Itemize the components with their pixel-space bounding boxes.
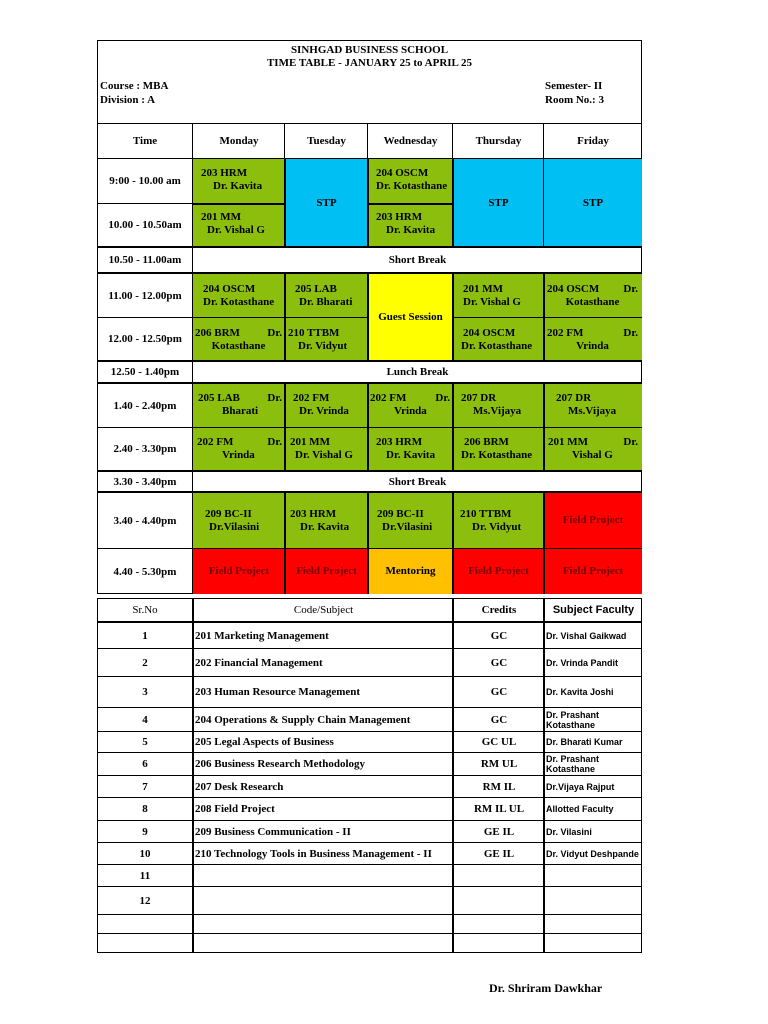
header-text: Sr.No: [132, 604, 158, 616]
mentoring-label: Mentoring: [385, 565, 436, 577]
row-subject: [195, 708, 453, 731]
slot-faculty: Kotasthane: [211, 340, 266, 352]
field-project-label: Field Project: [562, 514, 624, 526]
slot-tue-6: [285, 428, 368, 471]
slot-code: 204 OSCM: [463, 327, 516, 339]
row-faculty: [546, 798, 642, 820]
field-project-label: Field Project: [468, 565, 529, 577]
slot-code: 202 FM: [197, 436, 234, 448]
slot-thu-4: [453, 317, 544, 360]
faculty-text: Dr. Kavita Joshi: [546, 687, 614, 697]
faculty-text: Dr. Prashant Kotasthane: [546, 709, 600, 730]
time-text: 11.00 - 12.00pm: [108, 289, 182, 302]
slot-code: 201 MM: [463, 283, 504, 295]
slot-faculty: Bharati: [222, 405, 259, 417]
col-header-srno: [97, 599, 193, 621]
slot-wed-2: [368, 203, 453, 246]
day-header-friday: [544, 124, 642, 158]
time-slot: [97, 362, 193, 382]
subject-text: 208 Field Project: [195, 803, 275, 815]
slot-mon-field-project: [193, 548, 285, 594]
semester-label: Semester- II: [545, 80, 603, 92]
row-credits: [454, 753, 544, 775]
subject-text: 210 Technology Tools in Business Management - II: [195, 847, 432, 860]
slot-fri-6: [544, 428, 642, 471]
slot-code: 210 TTBM: [460, 508, 512, 520]
time-slot: [97, 472, 193, 491]
row-subject: [195, 843, 453, 864]
slot-faculty: Vrinda: [576, 340, 609, 352]
slot-code: 205 LAB: [198, 392, 240, 404]
slot-code: 209 BC-II: [205, 508, 252, 520]
slot-code: 204 OSCM: [203, 283, 256, 295]
row-subject: [195, 798, 453, 820]
row-credits: [454, 623, 544, 648]
slot-faculty: Dr. Kavita: [386, 449, 436, 461]
row-subject: [195, 677, 453, 707]
time-slot: [97, 384, 193, 427]
slot-wed-1: [368, 159, 453, 203]
slot-faculty-title: Dr.: [267, 436, 282, 448]
school-name: SINHGAD BUSINESS SCHOOL: [290, 44, 449, 56]
slot-fri-3: [544, 273, 642, 317]
row-srno: [97, 821, 193, 842]
row-credits: [454, 843, 544, 864]
srno-text: 3: [142, 686, 148, 698]
row-srno: [97, 843, 193, 864]
time-text: 10.50 - 11.00am: [108, 254, 182, 266]
time-column-header: [97, 124, 193, 158]
slot-code: 203 HRM: [376, 436, 423, 448]
subject-text: 202 Financial Management: [195, 656, 323, 669]
stp-label: STP: [582, 196, 604, 209]
time-text: 1.40 - 2.40pm: [113, 399, 177, 412]
credits-text: RM UL: [480, 758, 518, 770]
slot-fri-field-project-1: [544, 492, 642, 548]
slot-faculty: Dr. Vidyut: [298, 340, 348, 352]
srno-text: 6: [142, 758, 148, 770]
room-label: Room No.: 3: [545, 94, 604, 106]
slot-faculty: Dr. Vidyut: [472, 521, 522, 533]
slot-code: 201 MM: [548, 436, 589, 448]
row-srno: [97, 649, 193, 676]
credits-text: RM IL UL: [473, 803, 525, 815]
row-credits: [454, 821, 544, 842]
slot-faculty-title: Dr.: [267, 327, 282, 339]
slot-code: 203 HRM: [376, 211, 423, 223]
signature-name: Dr. Shriram Dawkhar: [489, 981, 603, 995]
subject-text: 207 Desk Research: [195, 780, 284, 793]
slot-faculty: Ms.Vijaya: [568, 405, 617, 417]
subject-text: 205 Legal Aspects of Business: [195, 736, 334, 748]
slot-code: 204 OSCM: [547, 283, 600, 295]
day-header-wednesday: [368, 124, 453, 158]
division-label: Division : A: [100, 94, 156, 106]
row-credits: [454, 732, 544, 752]
slot-fri-field-project-2: [544, 548, 642, 594]
row-srno: [97, 753, 193, 775]
short-break-row: [193, 472, 642, 491]
row-srno: [97, 798, 193, 820]
subject-text: 201 Marketing Management: [195, 629, 329, 642]
time-slot: [97, 159, 193, 203]
subject-text: 203 Human Resource Management: [195, 686, 361, 698]
col-header-faculty: [545, 599, 642, 621]
row-subject: [195, 649, 453, 676]
faculty-text: Dr. Vishal Gaikwad: [546, 630, 627, 641]
slot-faculty: Dr. Vishal G: [463, 296, 521, 308]
row-srno: [97, 708, 193, 731]
row-faculty: [546, 776, 642, 797]
srno-text: 2: [142, 656, 148, 669]
slot-code: 201 MM: [201, 211, 242, 223]
faculty-text: Dr. Vrinda Pandit: [546, 657, 619, 668]
time-slot: [97, 493, 193, 548]
faculty-text: Dr.Vijaya Rajput: [546, 781, 615, 792]
credits-text: RM IL: [482, 780, 516, 793]
slot-code: 205 LAB: [295, 283, 337, 295]
row-srno: [97, 732, 193, 752]
srno-text: 11: [139, 869, 151, 882]
header-text: Subject Faculty: [552, 604, 635, 616]
row-faculty: [546, 821, 642, 842]
slot-code: 204 OSCM: [376, 167, 429, 179]
slot-wed-guest: [368, 273, 453, 360]
day-label: Thursday: [475, 135, 522, 147]
slot-code: 202 FM: [293, 392, 330, 404]
header-text: Credits: [481, 604, 517, 616]
credits-text: GC UL: [481, 736, 517, 748]
slot-faculty: Dr. Vishal G: [295, 449, 353, 461]
slot-faculty: Vrinda: [394, 405, 427, 417]
slot-fri-4: [544, 317, 642, 360]
slot-tue-field-project: [285, 548, 368, 594]
slot-faculty: Dr. Kavita: [213, 180, 263, 192]
slot-faculty: Dr. Kavita: [386, 224, 436, 236]
faculty-text: Dr. Vidyut Deshpande: [546, 848, 639, 859]
slot-code: 206 BRM: [464, 436, 509, 448]
srno-text: 10: [139, 847, 151, 860]
slot-faculty: Dr. Kotasthane: [461, 449, 533, 461]
slot-faculty: Ms.Vijaya: [473, 405, 522, 417]
slot-code: 202 FM: [547, 327, 584, 339]
short-break-label: Short Break: [388, 254, 447, 266]
slot-wed-mentoring: [368, 548, 453, 594]
row-faculty: [546, 843, 642, 864]
slot-faculty: Vrinda: [222, 449, 255, 461]
row-srno: [97, 623, 193, 648]
row-credits: [454, 649, 544, 676]
slot-mon-5: [193, 384, 285, 428]
time-text: 3.40 - 4.40pm: [113, 514, 177, 527]
time-text: 4.40 - 5.30pm: [113, 565, 177, 578]
slot-code: 207 DR: [556, 392, 592, 404]
slot-wed-6: [368, 428, 453, 471]
slot-thu-7: [453, 492, 544, 548]
field-project-label: Field Project: [296, 565, 357, 577]
slot-thu-3: [453, 273, 544, 317]
credits-text: GC: [490, 686, 508, 698]
slot-faculty: Dr. Bharati: [299, 296, 353, 308]
row-faculty: [546, 649, 642, 676]
stp-label: STP: [488, 196, 509, 209]
srno-text: 4: [142, 713, 148, 726]
col-header-credits: [454, 599, 544, 621]
row-subject: [195, 753, 453, 775]
srno-text: 9: [142, 825, 148, 838]
short-break-row: [193, 248, 642, 272]
slot-faculty: Vishal G: [572, 449, 613, 461]
time-slot: [97, 204, 193, 246]
course-label: Course : MBA: [100, 80, 169, 92]
faculty-text: Dr. Vilasini: [546, 826, 592, 837]
row-faculty: [546, 732, 642, 752]
time-slot: [97, 318, 193, 360]
time-text: 9:00 - 10.00 am: [109, 175, 181, 187]
slot-thu-stp: [453, 159, 544, 246]
lunch-break-label: Lunch Break: [386, 366, 449, 378]
credits-text: GC: [490, 713, 508, 726]
field-project-label: Field Project: [208, 565, 270, 577]
row-subject: [195, 623, 453, 648]
subject-text: 209 Business Communication - II: [195, 825, 351, 838]
slot-code: 210 TTBM: [288, 327, 340, 339]
timetable-title: TIME TABLE - JANUARY 25 to APRIL 25: [266, 57, 473, 69]
slot-mon-4: [193, 317, 285, 360]
slot-thu-5: [453, 384, 544, 428]
time-label: Time: [132, 135, 158, 147]
slot-mon-3: [193, 273, 285, 317]
row-credits: [454, 677, 544, 707]
credits-text: GE IL: [483, 847, 515, 860]
time-slot: [97, 428, 193, 470]
subject-text: 204 Operations & Supply Chain Management: [195, 713, 411, 726]
slot-faculty: Dr. Kotasthane: [376, 180, 448, 192]
row-srno: [97, 776, 193, 797]
slot-code: 203 HRM: [290, 508, 337, 520]
time-text: 10.00 - 10.50am: [108, 219, 182, 231]
slot-tue-4: [285, 317, 368, 360]
credits-text: GC: [490, 656, 508, 669]
slot-faculty-title: Dr.: [623, 436, 638, 448]
faculty-text: Dr. Bharati Kumar: [546, 737, 623, 747]
row-credits: [454, 798, 544, 820]
day-header-monday: [193, 124, 285, 158]
row-faculty: [546, 753, 630, 775]
slot-wed-7: [368, 492, 453, 548]
header-text: Code/Subject: [293, 604, 354, 616]
row-subject: [195, 732, 453, 752]
row-srno: [97, 677, 193, 707]
slot-faculty: Dr. Vishal G: [207, 224, 265, 236]
slot-faculty-title: Dr.: [435, 392, 450, 404]
slot-code: 209 BC-II: [377, 508, 424, 520]
slot-code: 201 MM: [290, 436, 331, 448]
faculty-text: Allotted Faculty: [546, 804, 614, 814]
row-credits: [454, 708, 544, 731]
slot-wed-5: [368, 384, 453, 428]
slot-code: 206 BRM: [195, 327, 240, 339]
slot-thu-6: [453, 428, 544, 471]
srno-text: 1: [142, 629, 148, 642]
row-faculty: [546, 677, 642, 707]
slot-tue-7: [285, 492, 368, 548]
time-slot: [97, 274, 193, 317]
slot-faculty-title: Dr.: [623, 283, 638, 295]
row-faculty: [546, 708, 630, 731]
field-project-label: Field Project: [562, 565, 624, 577]
day-label: Tuesday: [307, 135, 346, 147]
slot-faculty-title: Dr.: [623, 327, 638, 339]
slot-faculty: Dr. Vrinda: [299, 405, 349, 417]
guest-session-label: Guest Session: [378, 310, 443, 323]
day-label: Friday: [577, 135, 609, 147]
slot-faculty: Dr. Kotasthane: [203, 296, 275, 308]
row-subject: [195, 821, 453, 842]
slot-faculty-title: Dr.: [267, 392, 282, 404]
credits-text: GE IL: [483, 825, 515, 838]
faculty-text: Dr. Prashant Kotasthane: [546, 754, 600, 774]
slot-faculty: Dr. Kotasthane: [461, 340, 533, 352]
slot-faculty: Dr.Vilasini: [382, 521, 433, 533]
slot-code: 203 HRM: [201, 167, 248, 179]
day-label: Monday: [219, 135, 259, 147]
slot-tue-stp: [285, 159, 368, 246]
day-header-thursday: [453, 124, 544, 158]
time-slot: [97, 248, 193, 272]
subject-text: 206 Business Research Methodology: [195, 758, 365, 770]
slot-code: 207 DR: [461, 392, 497, 404]
row-faculty: [546, 623, 642, 648]
time-slot: [97, 549, 193, 594]
slot-mon-2: [193, 203, 285, 246]
slot-mon-6: [193, 428, 285, 471]
slot-faculty: Dr. Kavita: [300, 521, 350, 533]
time-text: 12.50 - 1.40pm: [110, 366, 180, 378]
credits-text: GC: [490, 629, 508, 642]
row-srno: [97, 865, 193, 886]
slot-faculty: Dr.Vilasini: [209, 521, 260, 533]
stp-label: STP: [316, 196, 337, 209]
slot-thu-field-project: [453, 548, 544, 594]
row-credits: [454, 776, 544, 797]
day-label: Wednesday: [383, 135, 438, 147]
row-subject: [195, 776, 453, 797]
day-header-tuesday: [285, 124, 368, 158]
time-text: 3.30 - 3.40pm: [113, 475, 177, 488]
slot-fri-stp: [544, 159, 642, 246]
slot-fri-5: [544, 384, 642, 428]
srno-text: 7: [142, 780, 148, 793]
srno-text: 5: [142, 736, 148, 748]
slot-tue-3: [285, 273, 368, 317]
lunch-break-row: [193, 362, 642, 382]
slot-tue-5: [285, 384, 368, 428]
srno-text: 12: [139, 894, 151, 907]
srno-text: 8: [142, 803, 148, 815]
time-text: 12.00 - 12.50pm: [108, 333, 182, 345]
slot-mon-7: [193, 492, 285, 548]
time-text: 2.40 - 3.30pm: [113, 443, 177, 455]
row-srno: [97, 887, 193, 914]
short-break-label: Short Break: [388, 475, 447, 488]
col-header-subject: [194, 599, 453, 621]
slot-code: 202 FM: [370, 392, 407, 404]
slot-faculty: Kotasthane: [565, 296, 620, 308]
slot-mon-1: [193, 159, 285, 203]
